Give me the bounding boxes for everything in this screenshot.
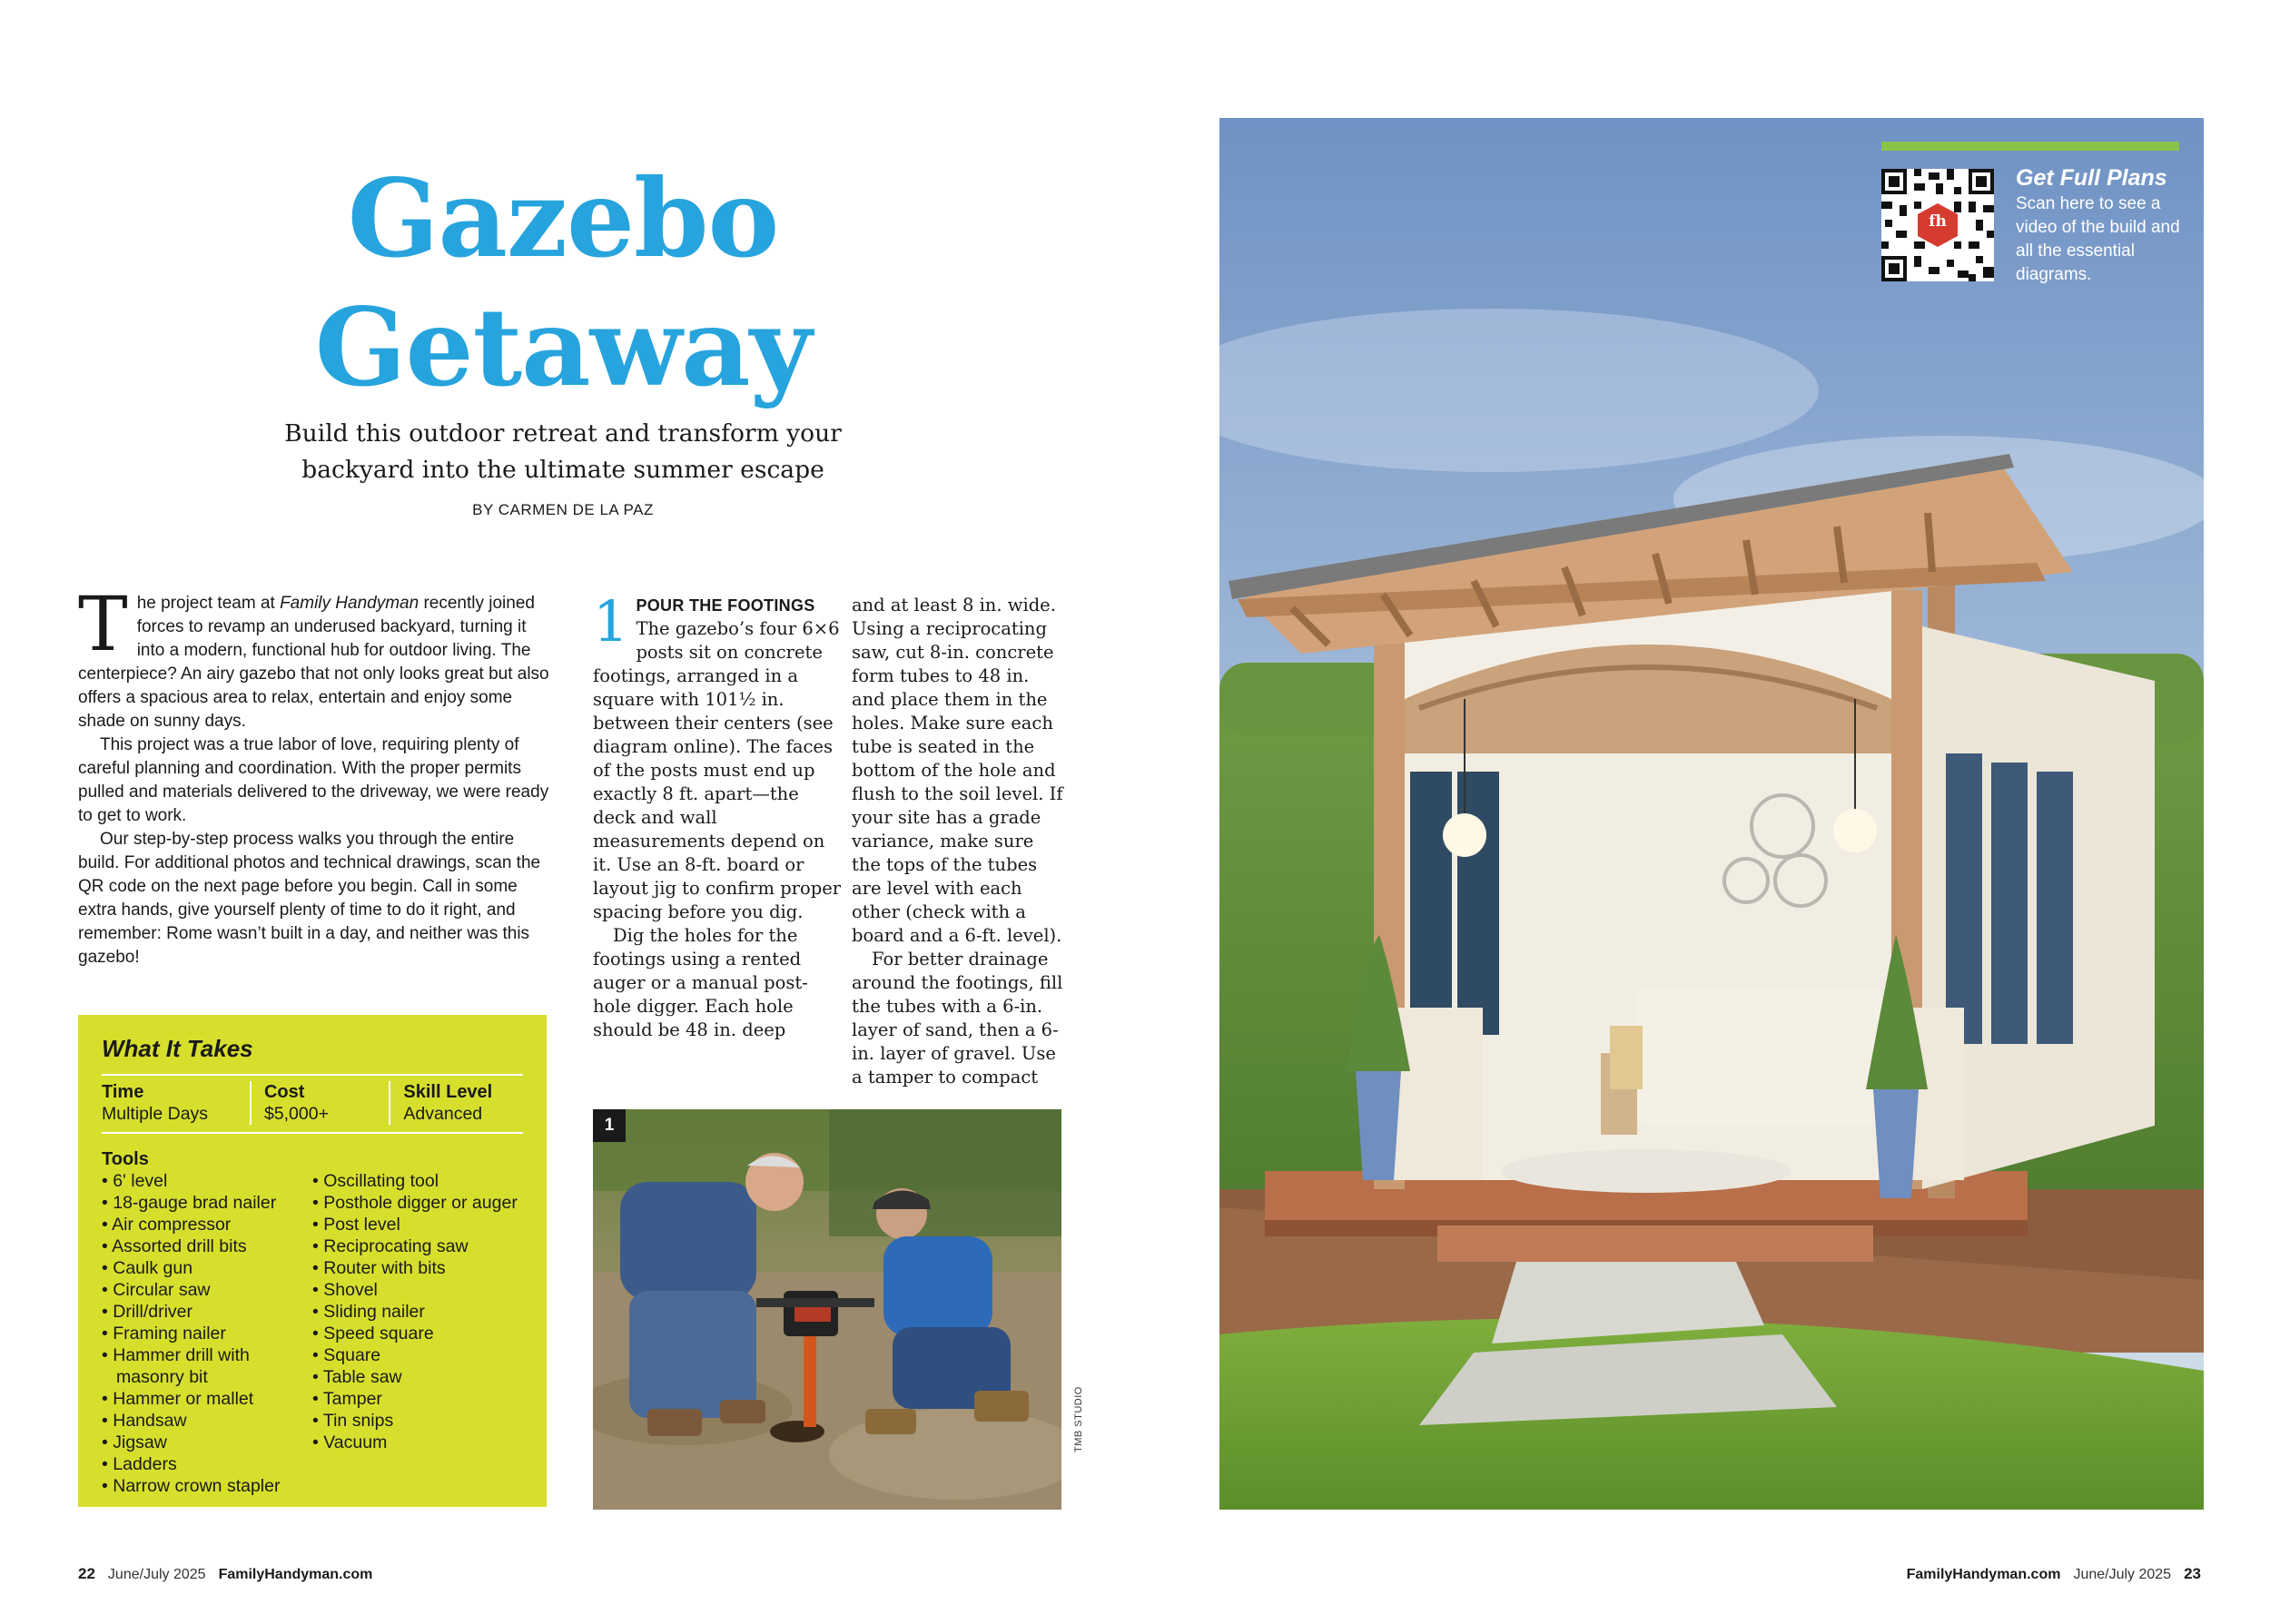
step-heading: POUR THE FOOTINGS: [636, 596, 815, 615]
gazebo-illustration: [1219, 118, 2204, 1510]
plans-body: Scan here to see a video of the build and all the essential diagrams.: [2016, 194, 2180, 284]
dek-line-1: Build this outdoor retreat and transform your: [284, 419, 842, 448]
tool-item: • Shovel: [312, 1279, 518, 1301]
intro-paragraph-1: [78, 582, 552, 733]
tool-item: • Jigsaw: [102, 1432, 312, 1453]
gazebo-hero-image: [1219, 118, 2204, 1510]
intro-paragraph-2: This project was a true labor of love, requiring plenty of careful planning and coordination. With the proper permits pulled and materials delivered to the driveway, we were ready to get to work.: [78, 735, 549, 825]
plans-title: Get Full Plans: [2016, 165, 2167, 191]
tools-list-col-1: [102, 1170, 312, 1497]
tool-item: • Speed square: [312, 1323, 518, 1344]
intro-p1-end: recently joined forces to revamp an underused backyard, turning it into a modern, functional hub for outdoor living. The centerpiece? An airy gazebo that not only looks great but also offers a spacious area to relax, entertain and enjoy some shade on sunny days.: [78, 594, 549, 731]
article-title: [272, 154, 854, 412]
tool-item: • Sliding nailer: [312, 1301, 518, 1323]
tool-item: • Table saw: [312, 1366, 518, 1388]
plans-accent-bar: [1881, 142, 2179, 151]
page-number-left: 22: [78, 1565, 95, 1582]
what-it-takes-box: [78, 1015, 547, 1507]
step-1-text-a: The gazebo’s four 6×6 posts sit on concrete footings, arranged in a square with 101½ in. between their centers (see diagram online). The faces of the posts must end up exactly 8 ft. apart—the deck and wall measurements depend on it. Use an 8-ft. board or layout jig to confirm proper spacing before you dig.: [593, 618, 842, 922]
spec-skill: [389, 1081, 523, 1125]
time-label: Time: [102, 1082, 144, 1102]
photo-credit: TMB STUDIO: [1073, 1386, 1084, 1452]
step-1-col-2: [852, 594, 1066, 1089]
skill-value: Advanced: [403, 1104, 483, 1124]
photo-number-tag: 1: [593, 1109, 626, 1142]
tool-item: • Assorted drill bits: [102, 1235, 312, 1257]
tool-item: • Handsaw: [102, 1410, 312, 1432]
article-dek: [272, 416, 854, 488]
what-it-takes-title: What It Takes: [102, 1035, 253, 1062]
tool-item: • Reciprocating saw: [312, 1235, 518, 1257]
cost-value: $5,000+: [263, 1104, 329, 1124]
tool-item: • Posthole digger or auger: [312, 1192, 518, 1214]
tool-item: • Drill/driver: [102, 1301, 312, 1323]
fh-logo: fh: [1929, 212, 1947, 231]
tool-item: • Hammer drill with masonry bit: [102, 1344, 312, 1388]
folio-left: [78, 1565, 385, 1583]
tool-item: • Router with bits: [312, 1257, 518, 1279]
tool-item: • Post level: [312, 1214, 518, 1235]
folio-right: [1894, 1565, 2201, 1583]
tool-item: • Hammer or mallet: [102, 1388, 312, 1410]
tool-item: • Framing nailer: [102, 1323, 312, 1344]
tool-item: • Vacuum: [312, 1432, 518, 1453]
page-number-right: 23: [2184, 1565, 2201, 1582]
tool-item: • Ladders: [102, 1453, 312, 1475]
step-1-paragraph-3: and at least 8 in. wide. Using a reciprocating saw, cut 8-in. concrete form tubes to 48 in. and place them in the holes. Make sure each tube is seated in the bottom of the hole and flush to the soil level. If your site has a grade variance, make sure the tops of the tubes are level with each other (check with a board and a 6-ft. level).: [852, 595, 1063, 946]
specs-grid: [102, 1081, 523, 1125]
byline: BY CARMEN DE LA PAZ: [472, 501, 654, 518]
get-full-plans: [2016, 163, 2197, 287]
intro-text: [78, 582, 552, 969]
divider: [102, 1132, 523, 1134]
tool-item: • Caulk gun: [102, 1257, 312, 1279]
tool-item: • Narrow crown stapler: [102, 1475, 312, 1497]
tool-item: • 18-gauge brad nailer: [102, 1192, 312, 1214]
tool-item: • Tin snips: [312, 1410, 518, 1432]
auger-digging-photo: [593, 1109, 1061, 1510]
divider: [102, 1074, 523, 1076]
issue-date-left: June/July 2025: [107, 1567, 206, 1582]
intro-paragraph-3: Our step-by-step process walks you through the entire build. For additional photos and technical drawings, scan the QR code on the next page before you begin. Call in some extra hands, give yourself plenty of time to do it right, and remember: Rome wasn’t built in a day, and neither was this gazebo!: [78, 830, 541, 967]
tool-item: • Square: [312, 1344, 518, 1366]
tools-label: Tools: [102, 1149, 149, 1169]
issue-date-right: June/July 2025: [2073, 1567, 2172, 1582]
step-number: 1: [593, 588, 629, 655]
site-left: FamilyHandyman.com: [218, 1567, 373, 1582]
title-line-2: Getaway: [314, 284, 812, 410]
tool-item: • Circular saw: [102, 1279, 312, 1301]
tool-item: • Air compressor: [102, 1214, 312, 1235]
spec-cost: [250, 1081, 389, 1125]
tool-item: • Tamper: [312, 1388, 518, 1410]
step-1-photo: [593, 1109, 1061, 1510]
title-line-1: Gazebo: [347, 155, 779, 281]
step-1-paragraph-1: [593, 588, 845, 924]
dek-line-2: backyard into the ultimate summer escape: [301, 456, 824, 484]
site-right: FamilyHandyman.com: [1906, 1567, 2061, 1582]
tools-lists: [102, 1170, 523, 1497]
time-value: Multiple Days: [102, 1104, 209, 1124]
tool-item: • Oscillating tool: [312, 1170, 518, 1192]
step-1-col-1: [593, 588, 845, 1042]
step-1-paragraph-4: For better drainage around the footings, fill the tubes with a 6-in. layer of sand, then a 6-in. layer of gravel. Use a tamper to compact: [852, 949, 1063, 1088]
intro-p1-start: he project team at: [136, 594, 281, 613]
tool-item: • 6' level: [102, 1170, 312, 1192]
spec-time: [102, 1081, 250, 1125]
cost-label: Cost: [263, 1082, 305, 1102]
drop-cap: T: [78, 582, 128, 668]
tools-list-col-2: [312, 1170, 518, 1497]
step-1-paragraph-2: Dig the holes for the footings using a rented auger or a manual post-hole digger. Each hole should be 48 in. deep: [593, 925, 808, 1040]
skill-label: Skill Level: [403, 1082, 493, 1102]
magazine-name: Family Handyman: [280, 594, 419, 613]
